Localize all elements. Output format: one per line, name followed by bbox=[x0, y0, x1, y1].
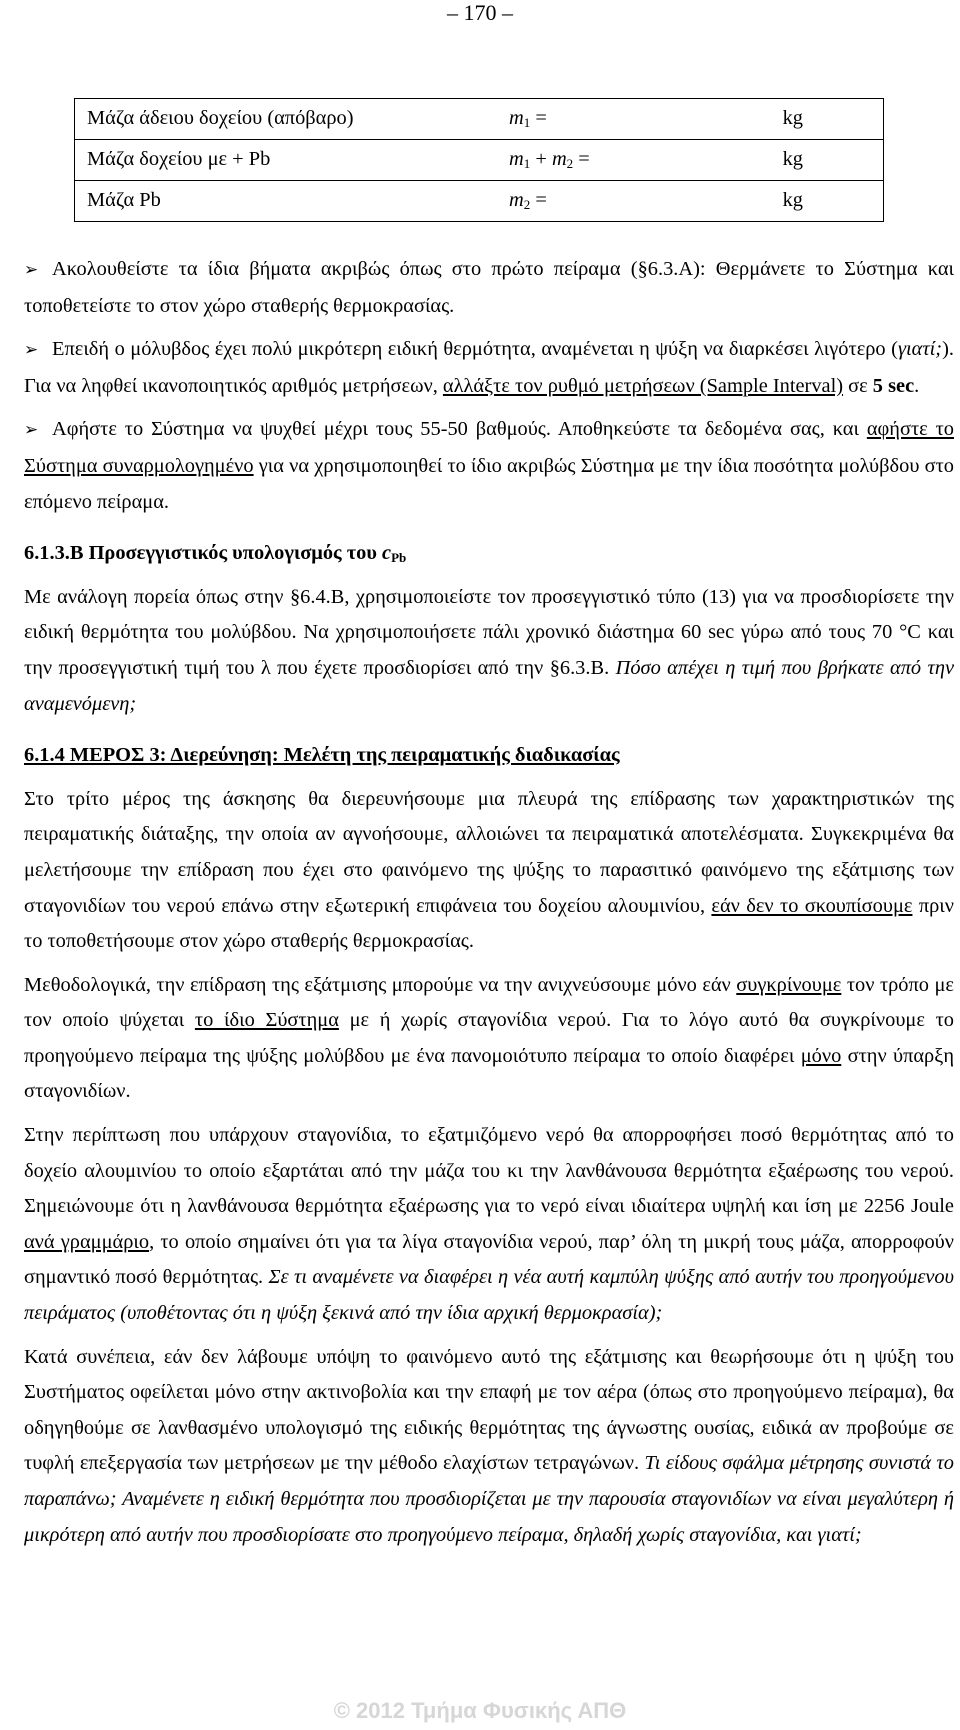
paragraph: Στην περίπτωση που υπάρχουν σταγονίδια, το εξατμιζόμενο νερό θα απορροφήσει ποσό θερμότητας από το δοχείο αλουμινίου το οποίο εξαρτάται από την μάζα του κι την λανθάνουσα θερμότητα εξαέρωσης του νερού. Σημειώνουμε ότι η λανθάνουσα θερμότητα εξαέρωσης για το νερό είναι ιδιαίτερα υψηλή και ίση με 2256 Joule ανά γραμμάριο, το οποίο σημαίνει ότι για τα λίγα σταγονίδια νερού, παρ’ όλη τη μικρή τους μάζα, απορροφούν σημαντικό ποσό θερμότητας. Σε τι αναμένετε να διαφέρει η νέα αυτή καμπύλη ψύξης από αυτήν του προηγούμενου πειράματος (υποθέτοντας ότι η ψύξη ξεκινά από την ίδια αρχική θερμοκρασία); bbox=[24, 1124, 954, 1325]
section-heading: 6.1.3.Β Προσεγγιστικός υπολογισμός του $c_{Pb}$ bbox=[24, 542, 407, 566]
table-cell-label: Μάζα Pb bbox=[75, 181, 498, 222]
page-number: – 170 – bbox=[447, 0, 513, 25]
table-row bbox=[75, 181, 884, 222]
arrow-bullet-icon: ➢ bbox=[24, 420, 39, 441]
table-cell-symbol: $m_1$ = bbox=[497, 99, 701, 140]
table-cell-unit: kg bbox=[701, 181, 884, 222]
bullet-item: ➢ Ακολουθείστε τα ίδια βήματα ακριβώς όπως στο πρώτο πείραμα (§6.3.Α): Θερμάνετε το Σύστημα και τοποθετείστε το στον χώρο σταθερής θερμοκρασίας. bbox=[24, 252, 954, 324]
paragraph: Στο τρίτο μέρος της άσκησης θα διερευνήσουμε μια πλευρά της επίδρασης των χαρακτηριστικών της πειραματικής διάταξης, την οποία αν αγνοήσουμε, αλλοιώνει τα πειραματικά αποτελέσματα. Συγκεκριμένα θα μελετήσουμε την επίδραση που έχει στο φαινόμενο της ψύξης το παρασιτικό φαινόμενο της εξάτμισης των σταγονιδίων του νερού επάνω στην εξωτερική επιφάνεια του δοχείου αλουμινίου, εάν δεν το σκουπίσουμε πριν το τοποθετήσουμε στον χώρο σταθερής θερμοκρασίας. bbox=[24, 787, 954, 953]
section-heading: 6.1.4 ΜΕΡΟΣ 3: Διερεύνηση: Μελέτη της πειραματικής διαδικασίας bbox=[24, 744, 620, 767]
table-cell-symbol: $m_1 + m_2$ = bbox=[497, 140, 701, 181]
paragraph: Κατά συνέπεια, εάν δεν λάβουμε υπόψη το φαινόμενο αυτό της εξάτμισης και θεωρήσουμε ότι η ψύξη του Συστήματος οφείλεται μόνο στην ακτινοβολία και την επαφή με τον αέρα (όπως στο προηγούμενο πείραμα), θα οδηγηθούμε σε λανθασμένο υπολογισμό της ειδικής θερμότητας της άγνωστης ουσίας, ειδικά αν προβούμε σε τυφλή επεξεργασία των μετρήσεων με την μέθοδο ελαχίστων τετραγώνων. Τι είδους σφάλμα μέτρησης συνιστά το παραπάνω; Αναμένετε η ειδική θερμότητα που προσδιορίζεται με την παρουσία σταγονιδίων να είναι μεγαλύτερη ή μικρότερη από αυτήν που προσδιορίσατε στο προηγούμενο πείραμα, δηλαδή χωρίς σταγονίδια, και γιατί; bbox=[24, 1345, 954, 1546]
table-cell-label: Μάζα άδειου δοχείου (απόβαρο) bbox=[75, 99, 498, 140]
table-row bbox=[75, 99, 884, 140]
arrow-bullet-icon: ➢ bbox=[24, 260, 39, 280]
page-content bbox=[24, 98, 954, 1553]
paragraph: Μεθοδολογικά, την επίδραση της εξάτμισης μπορούμε να την ανιχνεύσουμε μόνο εάν συγκρίνουμε τον τρόπο με τον οποίο ψύχεται το ίδιο Σύστημα με ή χωρίς σταγονίδια νερού. Για το λόγο αυτό θα συγκρίνουμε το προηγούμενο πείραμα της ψύξης μολύβδου με ένα πανομοιότυπο πείραμα το οποίο διαφέρει μόνο στην ύπαρξη σταγονιδίων. bbox=[24, 973, 954, 1103]
copyright-footer: © 2012 Τμήμα Φυσικής ΑΠΘ bbox=[333, 1698, 627, 1723]
table-cell-unit: kg bbox=[701, 99, 884, 140]
bullet-item: ➢ Επειδή ο μόλυβδος έχει πολύ μικρότερη ειδική θερμότητα, αναμένεται η ψύξη να διαρκέσει λιγότερο (γιατί;). Για να ληφθεί ικανοποιητικός αριθμός μετρήσεων, αλλάξτε τον ρυθμό μετρήσεων (Sample Interval) σε 5 sec. bbox=[24, 332, 954, 404]
mass-table bbox=[74, 98, 884, 222]
table-row bbox=[75, 140, 884, 181]
table-cell-symbol: $m_2$ = bbox=[497, 181, 701, 222]
paragraph: Με ανάλογη πορεία όπως στην §6.4.Β, χρησιμοποιείστε τον προσεγγιστικό τύπο (13) για να προσδιορίσετε την ειδική θερμότητα του μολύβδου. Να χρησιμοποιήσετε πάλι χρονικό διάστημα 60 sec γύρω από τους 70 °C και την προσεγγιστική τιμή του λ που έχετε προσδιορίσει από την §6.3.Β. Πόσο απέχει η τιμή που βρήκατε από την αναμενόμενη; bbox=[24, 585, 954, 715]
table-cell-unit: kg bbox=[701, 140, 884, 181]
arrow-bullet-icon: ➢ bbox=[24, 340, 39, 361]
table-cell-label: Μάζα δοχείου με + Pb bbox=[75, 140, 498, 181]
bullet-item: ➢ Αφήστε το Σύστημα να ψυχθεί μέχρι τους 55-50 βαθμούς. Αποθηκεύστε τα δεδομένα σας, και αφήστε το Σύστημα συναρμολογημένο για να χρησιμοποιηθεί το ίδιο ακριβώς Σύστημα με την ίδια ποσότητα μολύβδου στο επόμενο πείραμα. bbox=[24, 412, 954, 520]
